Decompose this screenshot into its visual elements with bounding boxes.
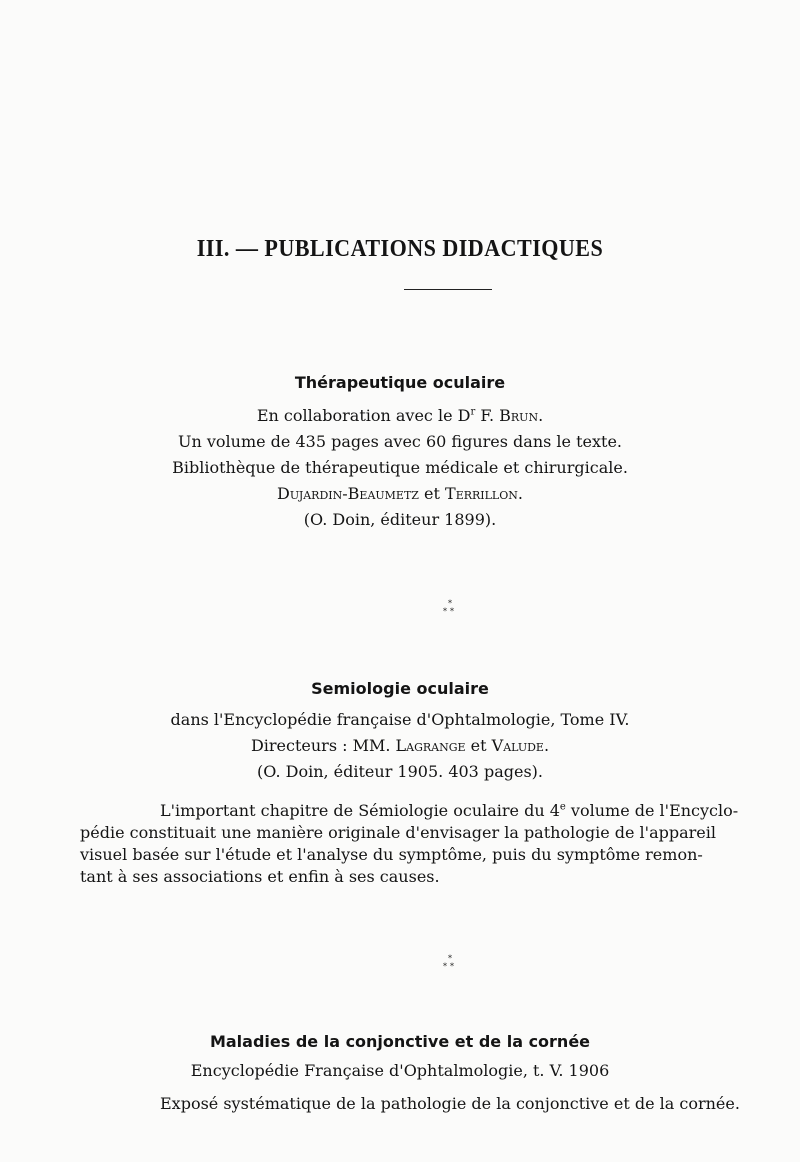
- paragraph-line: Exposé systématique de la pathologie de la conjonctive et de la cornée.: [160, 1094, 740, 1113]
- text-fragment: F.: [475, 406, 500, 425]
- text-line: Un volume de 435 pages avec 60 figures dans le texte.: [177, 432, 623, 451]
- paragraph-line: pédie constituait une manière originale d'envisager la pathologie de l'appareil: [80, 823, 716, 842]
- text-fragment: .: [543, 736, 550, 755]
- section-title: Maladies de la conjonctive et de la cornée: [209, 1032, 591, 1051]
- section-maladies: [0, 1032, 800, 1084]
- section-title: Thérapeutique oculaire: [294, 373, 506, 392]
- separator-asterism: [436, 955, 464, 977]
- superscript: e: [559, 801, 566, 813]
- section-paragraph: [120, 1093, 780, 1115]
- text-fragment: et: [418, 484, 446, 503]
- paragraph-line: visuel basée sur l'étude et l'analyse du symptôme, puis du symptôme remon-: [80, 845, 703, 864]
- text-line: (O. Doin, éditeur 1905. 403 pages).: [257, 762, 543, 781]
- author-name: Brun: [499, 406, 539, 425]
- text-line: Encyclopédie Française d'Ophtalmologie, t. V. 1906: [190, 1061, 610, 1080]
- section-therapeutique: [0, 373, 800, 533]
- text-fragment: L'important chapitre de Sémiologie oculaire du 4: [160, 801, 560, 820]
- section-title: Semiologie oculaire: [311, 679, 489, 698]
- author-name: Lagrange: [395, 736, 466, 755]
- asterism-top: *: [448, 599, 452, 608]
- text-fragment: .: [517, 484, 523, 503]
- text-fragment: Directeurs : MM.: [250, 736, 396, 755]
- section-semiologie: [0, 679, 800, 785]
- heading-rule: [404, 289, 492, 290]
- text-line: [0, 403, 800, 429]
- text-line: (O. Doin, éditeur 1899).: [303, 510, 497, 529]
- page-heading: III. — PUBLICATIONS DIDACTIQUES: [196, 236, 604, 262]
- text-line: dans l'Encyclopédie française d'Ophtalmologie, Tome IV.: [170, 710, 630, 729]
- paragraph-line: [120, 800, 780, 822]
- author-name: Terrillon: [445, 484, 518, 503]
- text-fragment: et: [465, 736, 492, 755]
- text-line: [0, 481, 800, 507]
- text-fragment: volume de l'Encyclo-: [565, 801, 739, 820]
- separator-asterism: [436, 600, 464, 622]
- section-paragraph: [80, 800, 780, 888]
- asterism-top: *: [448, 954, 452, 963]
- text-fragment: .: [538, 406, 544, 425]
- author-name: Dujardin-Beaumetz: [277, 484, 419, 503]
- asterism-bottom: **: [443, 607, 457, 616]
- text-line: Bibliothèque de thérapeutique médicale et chirurgicale.: [172, 458, 628, 477]
- text-fragment: En collaboration avec le D: [256, 406, 471, 425]
- paragraph-line: tant à ses associations et enfin à ses causes.: [80, 867, 440, 886]
- asterism-bottom: **: [443, 962, 457, 971]
- superscript: r: [470, 406, 476, 418]
- author-name: Valude: [491, 736, 544, 755]
- text-line: [0, 733, 800, 759]
